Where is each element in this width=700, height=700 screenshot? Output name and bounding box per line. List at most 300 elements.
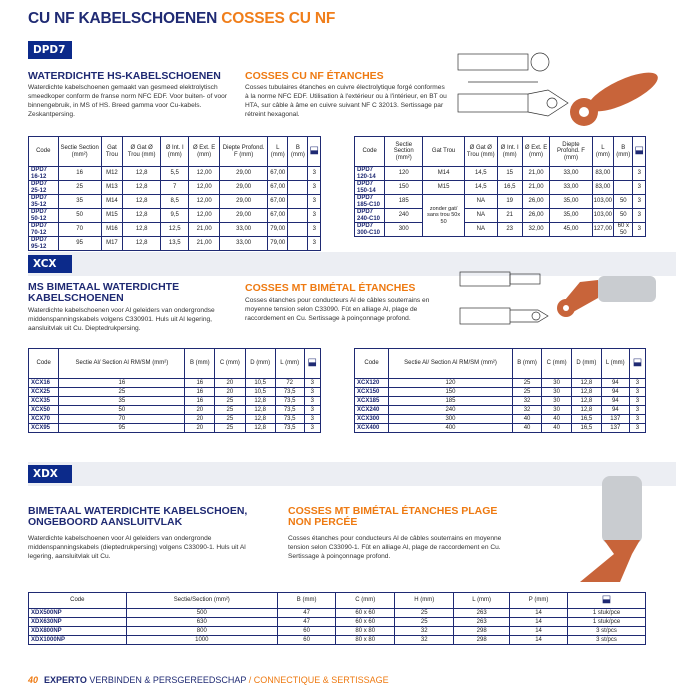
table-cell: 12,8 [245, 406, 275, 415]
table-cell: M17 [101, 237, 122, 251]
table-cell: 83,00 [592, 181, 614, 195]
table-dpd7-left [28, 136, 321, 251]
table-header-cell: C (mm) [336, 593, 395, 609]
table-cell: 137 [601, 424, 629, 433]
table-row [29, 618, 646, 627]
table-header-cell: L (mm) [275, 349, 304, 379]
table-cell: M12 [101, 167, 122, 181]
table-cell: 3 [308, 195, 321, 209]
table-header-cell: Sectie/Section (mm²) [126, 593, 277, 609]
table-row [355, 415, 646, 424]
table-cell: 60 [278, 627, 336, 636]
package-icon: ⬓ [568, 593, 646, 609]
table-cell: 16,5 [497, 181, 522, 195]
table-cell: 16 [185, 379, 215, 388]
table-cell: 40 [512, 415, 541, 424]
table-header-cell: Diepte Profond. F (mm) [550, 137, 592, 167]
table-header-cell: Ø Int. I (mm) [497, 137, 522, 167]
table-cell: DPD7 16-12 [29, 167, 59, 181]
table-row [355, 424, 646, 433]
footer-fr: CONNECTIQUE & SERTISSAGE [253, 675, 389, 685]
table-cell: 32 [395, 636, 454, 645]
description-nl: Waterdichte kabelschoenen voor Al geleiders van ondergrondse middenspanningskabels volgens C330901. Huls uit Al legering, aansluitvlak uit Cu. Dieptedrukpersing. [28, 307, 215, 332]
table-row [29, 424, 321, 433]
table-row [29, 406, 321, 415]
table-cell: 3 [304, 388, 320, 397]
table-cell: 500 [126, 609, 277, 618]
bimetal-flat-lug-drawing [540, 470, 675, 585]
table-cell: 103,00 [592, 195, 614, 209]
table-cell: 16 [58, 167, 101, 181]
table-cell: 73,5 [275, 397, 304, 406]
table-dpd7-right [354, 136, 646, 237]
table-header-cell: C (mm) [215, 349, 245, 379]
table-cell: 3 [304, 379, 320, 388]
table-cell: 25 [215, 415, 245, 424]
table-cell: DPD7 120-14 [355, 167, 385, 181]
table-row [29, 388, 321, 397]
table-cell: DPD7 25-12 [29, 181, 59, 195]
table-row [355, 181, 646, 195]
table-cell: 94 [601, 406, 629, 415]
table-cell: 25 [512, 388, 541, 397]
table-cell: 40 [512, 424, 541, 433]
table-cell: 14 [510, 609, 568, 618]
table-cell: 12,8 [123, 195, 161, 209]
table-header-cell: D (mm) [571, 349, 601, 379]
col-code: Code [29, 137, 59, 167]
table-cell: DPD7 240-C10 [355, 209, 385, 223]
table-cell: 298 [454, 627, 510, 636]
table-cell: DPD7 95-12 [29, 237, 59, 251]
table-cell: 3 [633, 223, 646, 237]
table-row [355, 397, 646, 406]
table-cell: 185 [385, 195, 423, 209]
table-cell: 12,00 [189, 181, 220, 195]
table-header-cell: P (mm) [510, 593, 568, 609]
table-cell: 14,5 [464, 167, 497, 181]
table-cell: 13,5 [161, 237, 189, 251]
table-cell: 1 stuk/pce [568, 609, 646, 618]
table-cell: 21 [497, 209, 522, 223]
table-cell: 70 [59, 415, 185, 424]
table-cell: 73,5 [275, 424, 304, 433]
table-cell: 60 [278, 636, 336, 645]
table-cell: 800 [126, 627, 277, 636]
table-cell: 3 [629, 415, 645, 424]
table-cell: M14 [423, 167, 465, 181]
table-cell: 15 [497, 167, 522, 181]
table-cell: 23 [497, 223, 522, 237]
table-header-cell: Code [355, 349, 389, 379]
table-cell: M15 [423, 181, 465, 195]
table-header-cell: B (mm) [614, 137, 633, 167]
table-row [29, 167, 321, 181]
table-cell: 12,5 [161, 223, 189, 237]
table-cell: XCX300 [355, 415, 389, 424]
table-cell: 33,00 [220, 237, 268, 251]
table-cell: 12,8 [571, 406, 601, 415]
description-fr: Cosses tubulaires étanches en cuivre électrolytique forgé conformes à la norme NFC EDF. Utilisation à l'extérieur ou à l'intérieur, en BT ou HTA, sur câble à âme en cuivre suivant NF C 32013. Sertissage par rétreint hexagonal. [245, 84, 447, 118]
table-cell: M16 [101, 223, 122, 237]
table-row [29, 209, 321, 223]
col-ext: Ø Ext. E (mm) [189, 137, 220, 167]
table-cell: 3 [308, 209, 321, 223]
table-cell [288, 237, 308, 251]
table-cell: XDX630NP [29, 618, 127, 627]
table-header-cell: Sectie Al/ Section Al RM/SM (mm²) [59, 349, 185, 379]
table-cell: 32 [395, 627, 454, 636]
table-cell: 80 x 80 [336, 627, 395, 636]
table-header-cell: L (mm) [592, 137, 614, 167]
table-cell: 150 [389, 388, 513, 397]
table-header-cell: Sectie Section (mm²) [385, 137, 423, 167]
table-cell: XCX70 [29, 415, 59, 424]
table-header-cell: L (mm) [454, 593, 510, 609]
table-row [355, 388, 646, 397]
table-cell: 240 [385, 209, 423, 223]
table-cell: 3 [633, 167, 646, 181]
table-cell: 3 [304, 415, 320, 424]
table-cell: 10,5 [245, 388, 275, 397]
table-cell: 94 [601, 379, 629, 388]
table-cell: 137 [601, 415, 629, 424]
table-cell: 70 [58, 223, 101, 237]
table-cell: 3 st/pcs [568, 627, 646, 636]
table-cell: XCX25 [29, 388, 59, 397]
table-cell: 16,5 [571, 415, 601, 424]
table-cell [614, 167, 633, 181]
table-cell: 80 x 80 [336, 636, 395, 645]
title-fr: COSSES CU NF [221, 10, 336, 27]
table-row [29, 627, 646, 636]
table-cell: 25 [58, 181, 101, 195]
title-nl: CU NF KABELSCHOENEN [28, 10, 218, 27]
table-cell: 103,00 [592, 209, 614, 223]
table-xdx [28, 592, 646, 645]
table-cell: 45,00 [550, 223, 592, 237]
footer-nl: VERBINDEN & PERSGEREEDSCHAP [89, 675, 247, 685]
table-cell: 25 [215, 406, 245, 415]
table-cell: 3 [633, 181, 646, 195]
table-cell: 20 [185, 406, 215, 415]
table-cell: 14 [510, 618, 568, 627]
table-cell: DPD7 35-12 [29, 195, 59, 209]
description-nl: Waterdichte kabelschoenen voor Al geleiders van ondergronde middenspanningskabels (dieptedrukpersing) volgens C33090-1. Huls uit Al legering, aansluitvlak uit Cu. [28, 535, 246, 560]
table-cell: 3 [629, 388, 645, 397]
col-b: B (mm) [288, 137, 308, 167]
table-header-cell: Gat Trou [423, 137, 465, 167]
table-cell: XCX95 [29, 424, 59, 433]
table-cell: 3 [308, 237, 321, 251]
table-header-cell: L (mm) [601, 349, 629, 379]
table-cell: 83,00 [592, 167, 614, 181]
section-tag-xcx: XCX [28, 255, 72, 273]
table-cell: 3 [629, 406, 645, 415]
table-header-cell: Code [29, 349, 59, 379]
heading-fr: COSSES MT BIMÉTAL ÉTANCHES [245, 282, 416, 294]
table-cell: 40 [542, 424, 572, 433]
table-cell: 21,00 [522, 167, 550, 181]
description-fr: Cosses étanches pour conducteurs Al de câbles souterrains en moyenne tension selon C33090-1. Fût en alliage Al, plage de raccordement en Cu. Sertissage à poinçonnage profond. [288, 535, 502, 560]
table-cell: 12,8 [571, 397, 601, 406]
table-header-cell: D (mm) [245, 349, 275, 379]
table-cell: 94 [601, 388, 629, 397]
table-row [29, 223, 321, 237]
table-cell: 35 [59, 397, 185, 406]
table-cell: 12,8 [571, 388, 601, 397]
table-row [29, 609, 646, 618]
table-cell: 26,00 [522, 195, 550, 209]
table-cell: 33,00 [550, 181, 592, 195]
table-cell: XCX400 [355, 424, 389, 433]
table-cell: 25 [215, 424, 245, 433]
table-cell: 29,00 [220, 181, 268, 195]
col-section: Sectie Section (mm²) [58, 137, 101, 167]
table-row [29, 636, 646, 645]
table-cell: 8,5 [161, 195, 189, 209]
table-cell [288, 195, 308, 209]
bimetal-lug-drawing [448, 256, 678, 346]
table-cell: 21,00 [189, 237, 220, 251]
table-cell: 12,8 [123, 223, 161, 237]
table-cell: 14 [510, 636, 568, 645]
table-cell: XCX35 [29, 397, 59, 406]
table-cell: XDX1000NP [29, 636, 127, 645]
table-cell: 33,00 [550, 167, 592, 181]
table-cell: 25 [395, 618, 454, 627]
table-cell [288, 167, 308, 181]
table-cell: 30 [542, 397, 572, 406]
table-cell: 263 [454, 609, 510, 618]
table-cell: 5,5 [161, 167, 189, 181]
table-cell: 50 [614, 195, 633, 209]
table-cell: 35,00 [550, 209, 592, 223]
table-cell: 16 [59, 379, 185, 388]
table-cell: 12,8 [571, 379, 601, 388]
table-row [29, 237, 321, 251]
table-cell: 12,8 [245, 415, 275, 424]
table-cell: 14,5 [464, 181, 497, 195]
table-cell: 73,5 [275, 415, 304, 424]
package-icon: ⬓ [629, 349, 645, 379]
table-cell: DPD7 50-12 [29, 209, 59, 223]
footer-separator: / [246, 675, 254, 685]
table-cell: 25 [395, 609, 454, 618]
table-cell: 12,8 [123, 181, 161, 195]
footer [28, 675, 389, 685]
heading-nl: MS BIMETAAL WATERDICHTE KABELSCHOENEN [28, 281, 180, 304]
table-cell: 300 [385, 223, 423, 237]
description-fr: Cosses étanches pour conducteurs Al de câbles souterrains en moyenne tension selon C33090. Fût en alliage Al, plage de raccordement en Cu. Sertissage à poinçonnage profond. [245, 297, 430, 322]
table-cell: 40 [542, 415, 572, 424]
table-cell: 25 [512, 379, 541, 388]
table-header-cell: Code [29, 593, 127, 609]
table-cell: 29,00 [220, 195, 268, 209]
table-row [355, 195, 646, 209]
table-cell: M13 [101, 181, 122, 195]
no-hole-note: zonder gat/ sans trou 50x 50 [423, 195, 465, 237]
table-cell: 32 [512, 397, 541, 406]
table-xcx-right [354, 348, 646, 433]
table-cell: 12,8 [245, 424, 275, 433]
cable-lug-drawing [448, 42, 678, 130]
table-cell: 3 [308, 223, 321, 237]
table-cell: 12,8 [123, 237, 161, 251]
table-cell: NA [464, 209, 497, 223]
table-cell: 26,00 [522, 209, 550, 223]
table-cell: 630 [126, 618, 277, 627]
table-cell: M15 [101, 209, 122, 223]
table-cell: DPD7 150-14 [355, 181, 385, 195]
table-cell: 60 x 50 [614, 223, 633, 237]
table-cell: 95 [59, 424, 185, 433]
table-cell: XCX50 [29, 406, 59, 415]
table-cell: 21,00 [189, 223, 220, 237]
table-cell: NA [464, 195, 497, 209]
table-cell: 67,00 [268, 195, 288, 209]
table-cell: 33,00 [220, 223, 268, 237]
table-cell: 185 [389, 397, 513, 406]
table-cell: 9,5 [161, 209, 189, 223]
table-cell: 20 [185, 424, 215, 433]
table-cell: 29,00 [220, 209, 268, 223]
table-cell: XCX150 [355, 388, 389, 397]
table-cell: 16 [185, 388, 215, 397]
table-cell: 60 x 60 [336, 609, 395, 618]
table-row [355, 379, 646, 388]
table-cell: 3 [633, 195, 646, 209]
table-cell: 12,00 [189, 167, 220, 181]
table-cell: DPD7 70-12 [29, 223, 59, 237]
table-cell: 298 [454, 636, 510, 645]
table-cell: 19 [497, 195, 522, 209]
table-cell: 73,5 [275, 388, 304, 397]
table-cell: 12,8 [245, 397, 275, 406]
table-cell: 3 [304, 397, 320, 406]
description-nl: Waterdichte kabelschoenen gemaakt van gesmeed elektrolytisch smeedkoper conform de franse norm NFC EDF. Voor buiten- of voor binnengebruik, in MS of HS. Breed gamma voor Cu-kabels. Zeskantpersing. [28, 84, 227, 118]
table-cell: 21,00 [522, 181, 550, 195]
table-cell: 32,00 [522, 223, 550, 237]
table-cell: M14 [101, 195, 122, 209]
table-cell: 3 [629, 424, 645, 433]
table-cell: 73,5 [275, 406, 304, 415]
table-cell: 12,00 [189, 195, 220, 209]
table-cell [288, 209, 308, 223]
table-row [355, 406, 646, 415]
table-cell: 120 [385, 167, 423, 181]
heading-nl: WATERDICHTE HS-KABELSCHOENEN [28, 70, 221, 82]
table-cell: 50 [58, 209, 101, 223]
table-cell: 32 [512, 406, 541, 415]
table-row [29, 397, 321, 406]
heading-fr: COSSES MT BIMÉTAL ÉTANCHES PLAGE NON PERCÉE [288, 505, 498, 528]
table-cell: 67,00 [268, 181, 288, 195]
table-cell: 263 [454, 618, 510, 627]
table-cell: XCX185 [355, 397, 389, 406]
heading-nl: BIMETAAL WATERDICHTE KABELSCHOEN, ONGEBOORD AANSLUITVLAK [28, 505, 248, 528]
table-cell: 47 [278, 609, 336, 618]
table-cell: 20 [215, 388, 245, 397]
section-tag-dpd7: DPD7 [28, 41, 72, 59]
table-cell: 35 [58, 195, 101, 209]
table-cell: 12,00 [189, 209, 220, 223]
table-row [29, 181, 321, 195]
table-header-cell: B (mm) [512, 349, 541, 379]
table-cell: 12,8 [123, 209, 161, 223]
table-cell: 127,00 [592, 223, 614, 237]
table-cell: XDX500NP [29, 609, 127, 618]
table-row [29, 195, 321, 209]
table-cell: XDX800NP [29, 627, 127, 636]
table-cell: 16 [185, 397, 215, 406]
table-cell: XCX120 [355, 379, 389, 388]
brand: EXPERTO [44, 675, 87, 685]
table-header-cell: H (mm) [395, 593, 454, 609]
table-cell: 79,00 [268, 237, 288, 251]
table-cell: 150 [385, 181, 423, 195]
table-cell: 3 [629, 379, 645, 388]
table-cell: 20 [185, 415, 215, 424]
table-cell: 47 [278, 618, 336, 627]
table-cell: 3 [629, 397, 645, 406]
table-cell: 30 [542, 388, 572, 397]
table-header-cell: C (mm) [542, 349, 572, 379]
table-row [355, 167, 646, 181]
heading-fr: COSSES CU NF ÉTANCHES [245, 70, 384, 82]
table-cell: 30 [542, 379, 572, 388]
col-l: L (mm) [268, 137, 288, 167]
table-header-cell: Code [355, 137, 385, 167]
table-cell: 25 [59, 388, 185, 397]
table-xcx-left [28, 348, 321, 433]
table-cell: 120 [389, 379, 513, 388]
table-cell: 79,00 [268, 223, 288, 237]
table-cell: 3 st/pcs [568, 636, 646, 645]
table-cell: 60 x 60 [336, 618, 395, 627]
table-cell: 72 [275, 379, 304, 388]
table-cell: DPD7 185-C10 [355, 195, 385, 209]
table-cell: XCX16 [29, 379, 59, 388]
table-cell: 95 [58, 237, 101, 251]
table-cell: NA [464, 223, 497, 237]
package-icon: ⬓ [304, 349, 320, 379]
table-cell [288, 223, 308, 237]
page-number: 40 [28, 675, 39, 685]
table-cell: 300 [389, 415, 513, 424]
table-cell: 3 [308, 167, 321, 181]
table-header-cell: B (mm) [278, 593, 336, 609]
table-header-cell: Ø Ext. E (mm) [522, 137, 550, 167]
table-cell: 10,5 [245, 379, 275, 388]
table-row [355, 223, 646, 237]
table-cell: 3 [304, 424, 320, 433]
table-row [29, 379, 321, 388]
table-cell: 67,00 [268, 167, 288, 181]
section-tag-xdx: XDX [28, 465, 72, 483]
table-cell: 50 [614, 209, 633, 223]
table-cell: 7 [161, 181, 189, 195]
col-hole: Ø Gat Ø Trou (mm) [123, 137, 161, 167]
table-cell: 1000 [126, 636, 277, 645]
table-cell: 35,00 [550, 195, 592, 209]
table-row [355, 209, 646, 223]
table-header-cell: Ø Gat Ø Trou (mm) [464, 137, 497, 167]
table-cell: DPD7 300-C10 [355, 223, 385, 237]
table-cell: 16,5 [571, 424, 601, 433]
col-gat: Gat Trou [101, 137, 122, 167]
table-cell [614, 181, 633, 195]
